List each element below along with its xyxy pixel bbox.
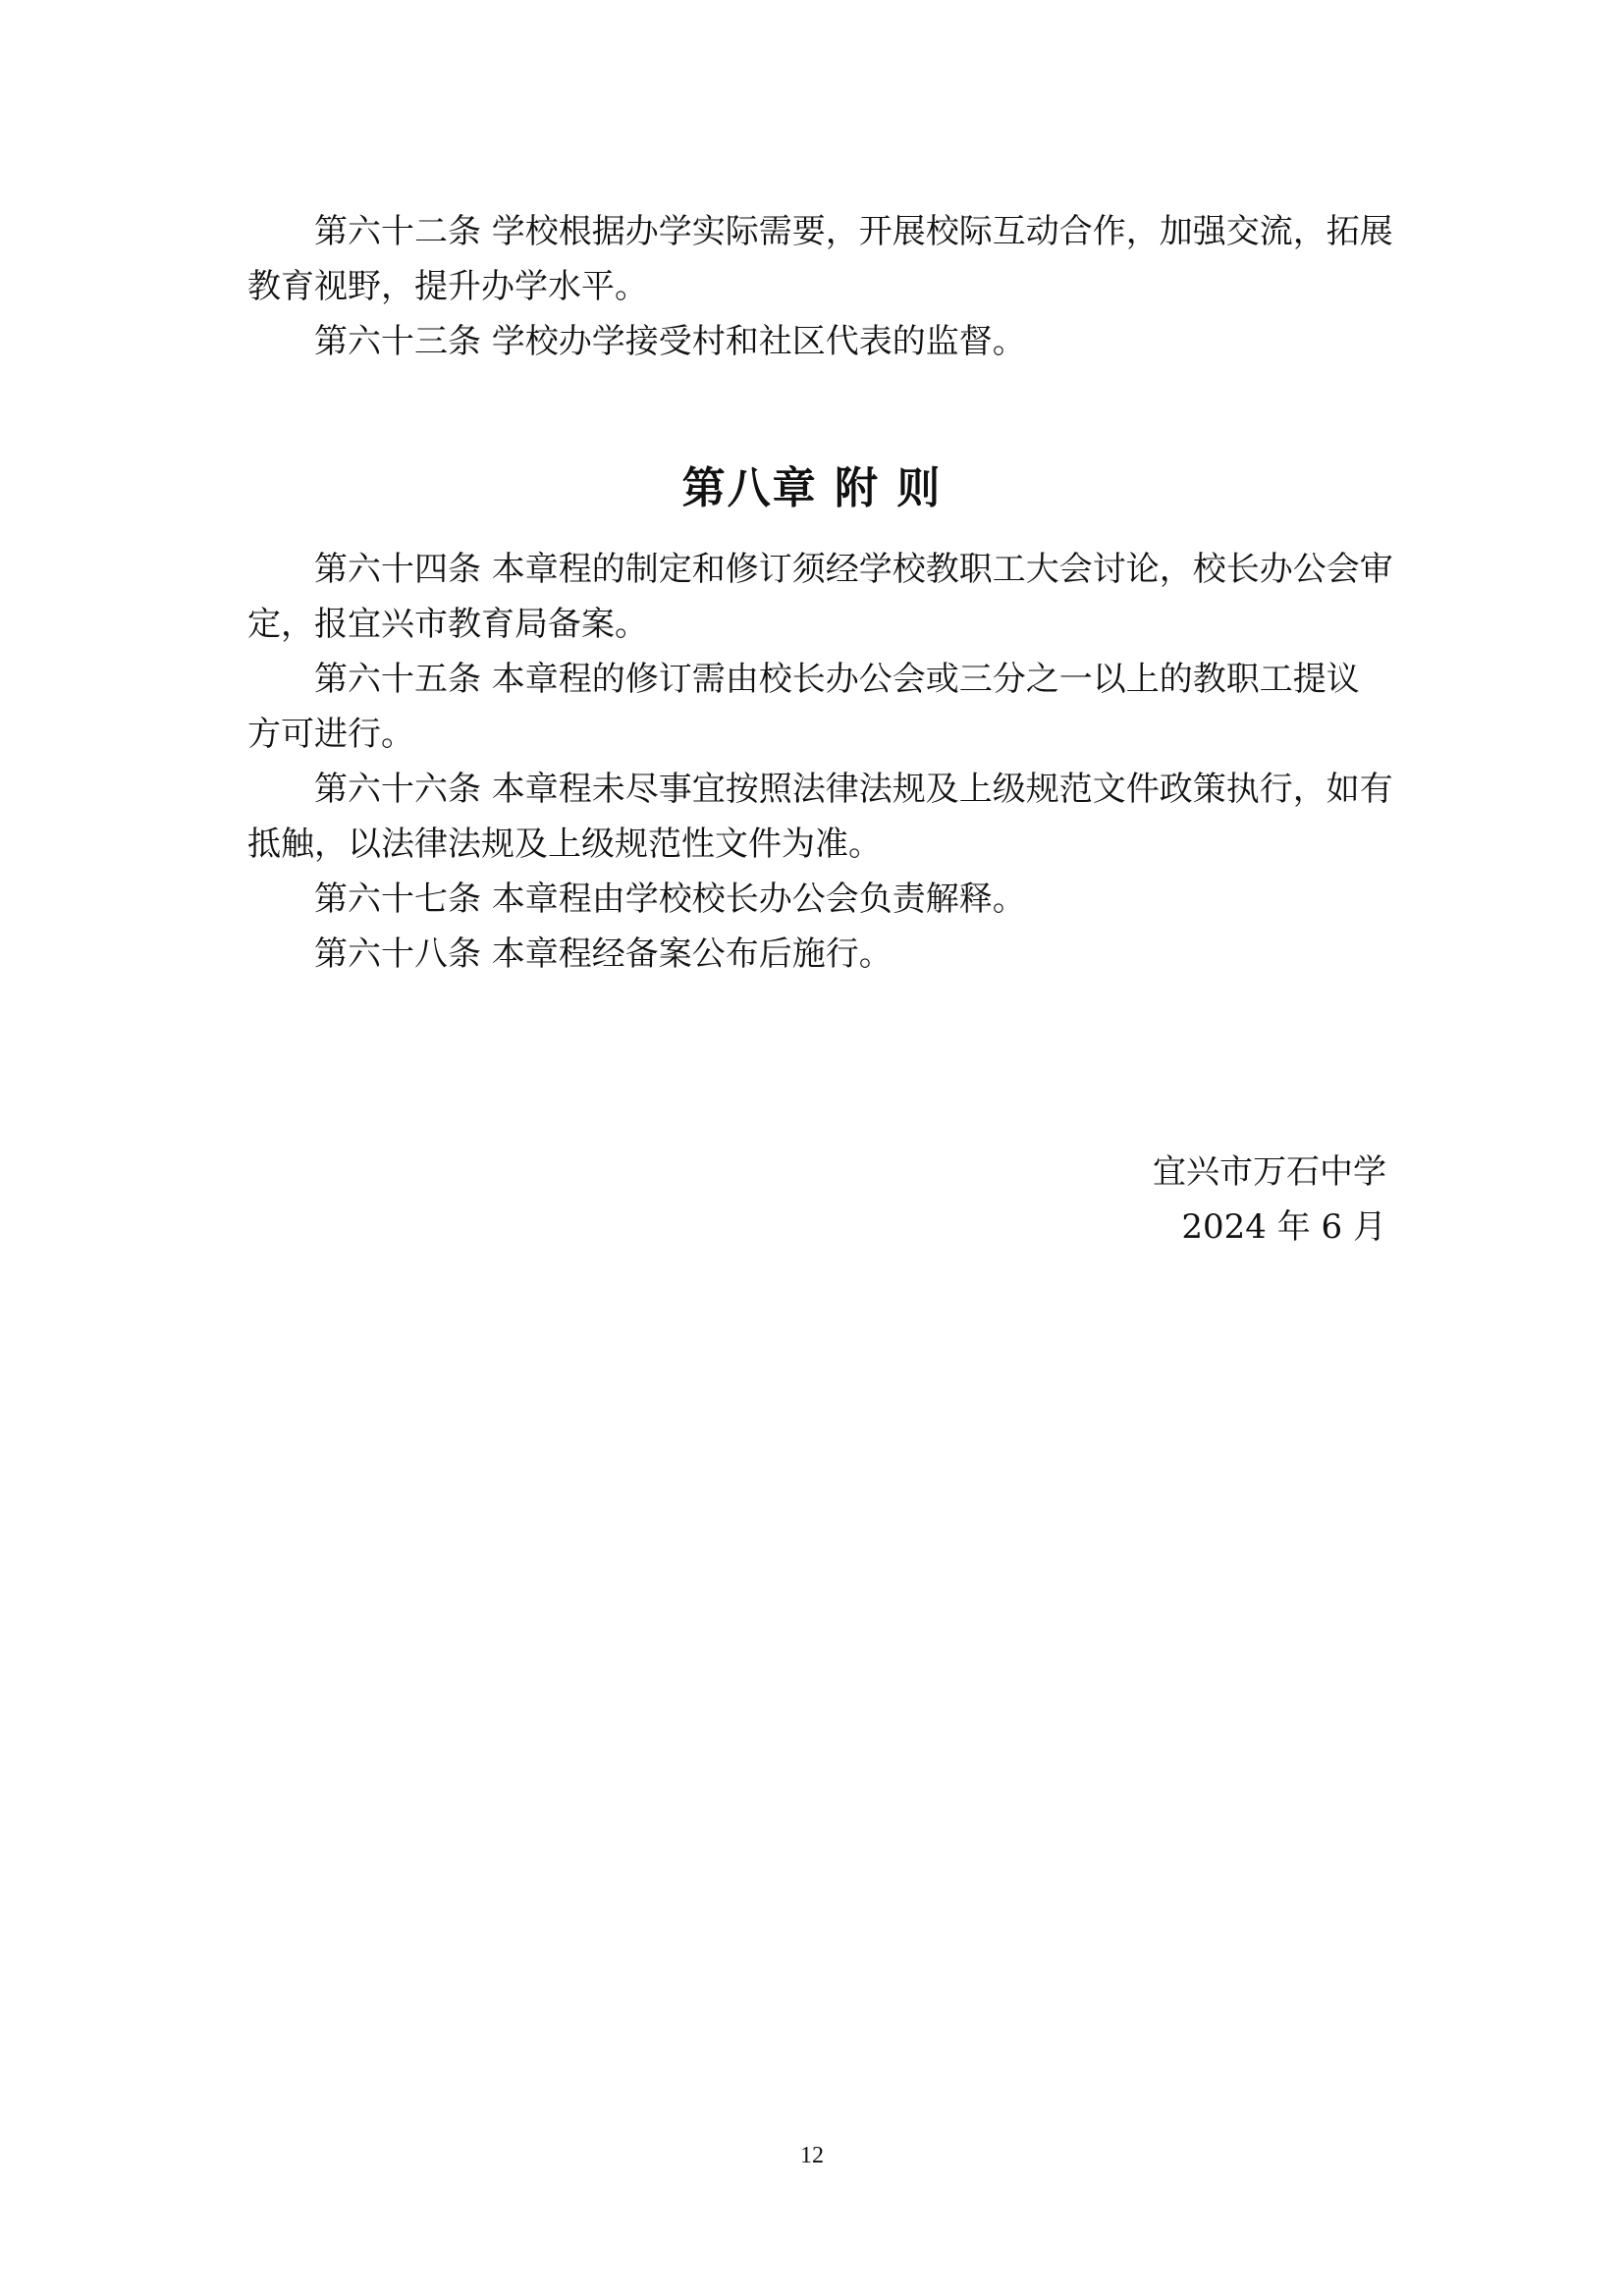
article-62-line-1: 第六十二条 学校根据办学实际需要，开展校际互动合作，加强交流，拓展 — [314, 212, 1393, 251]
article-67-line-1: 第六十七条 本章程由学校校长办公会负责解释。 — [314, 880, 1026, 919]
article-64-line-1: 第六十四条 本章程的制定和修订须经学校教职工大会讨论，校长办公会审 — [314, 550, 1393, 589]
article-66-line-1: 第六十六条 本章程未尽事宜按照法律法规及上级规范文件政策执行，如有 — [314, 770, 1393, 809]
article-62-line-2: 教育视野，提升办学水平。 — [247, 267, 648, 306]
chapter-title: 第八章 附 则 — [681, 463, 943, 513]
page-number: 12 — [800, 2143, 824, 2168]
signature-date: 2024 年 6 月 — [1181, 1207, 1386, 1247]
article-64-line-2: 定，报宜兴市教育局备案。 — [247, 605, 648, 644]
article-63-line-1: 第六十三条 学校办学接受村和社区代表的监督。 — [314, 322, 1026, 361]
article-68-line-1: 第六十八条 本章程经备案公布后施行。 — [314, 934, 893, 974]
article-65-line-2: 方可进行。 — [247, 715, 414, 754]
article-65-line-1: 第六十五条 本章程的修订需由校长办公会或三分之一以上的教职工提议 — [314, 660, 1360, 699]
article-66-line-2: 抵触，以法律法规及上级规范性文件为准。 — [247, 825, 882, 864]
signature-organization: 宜兴市万石中学 — [1153, 1152, 1386, 1192]
